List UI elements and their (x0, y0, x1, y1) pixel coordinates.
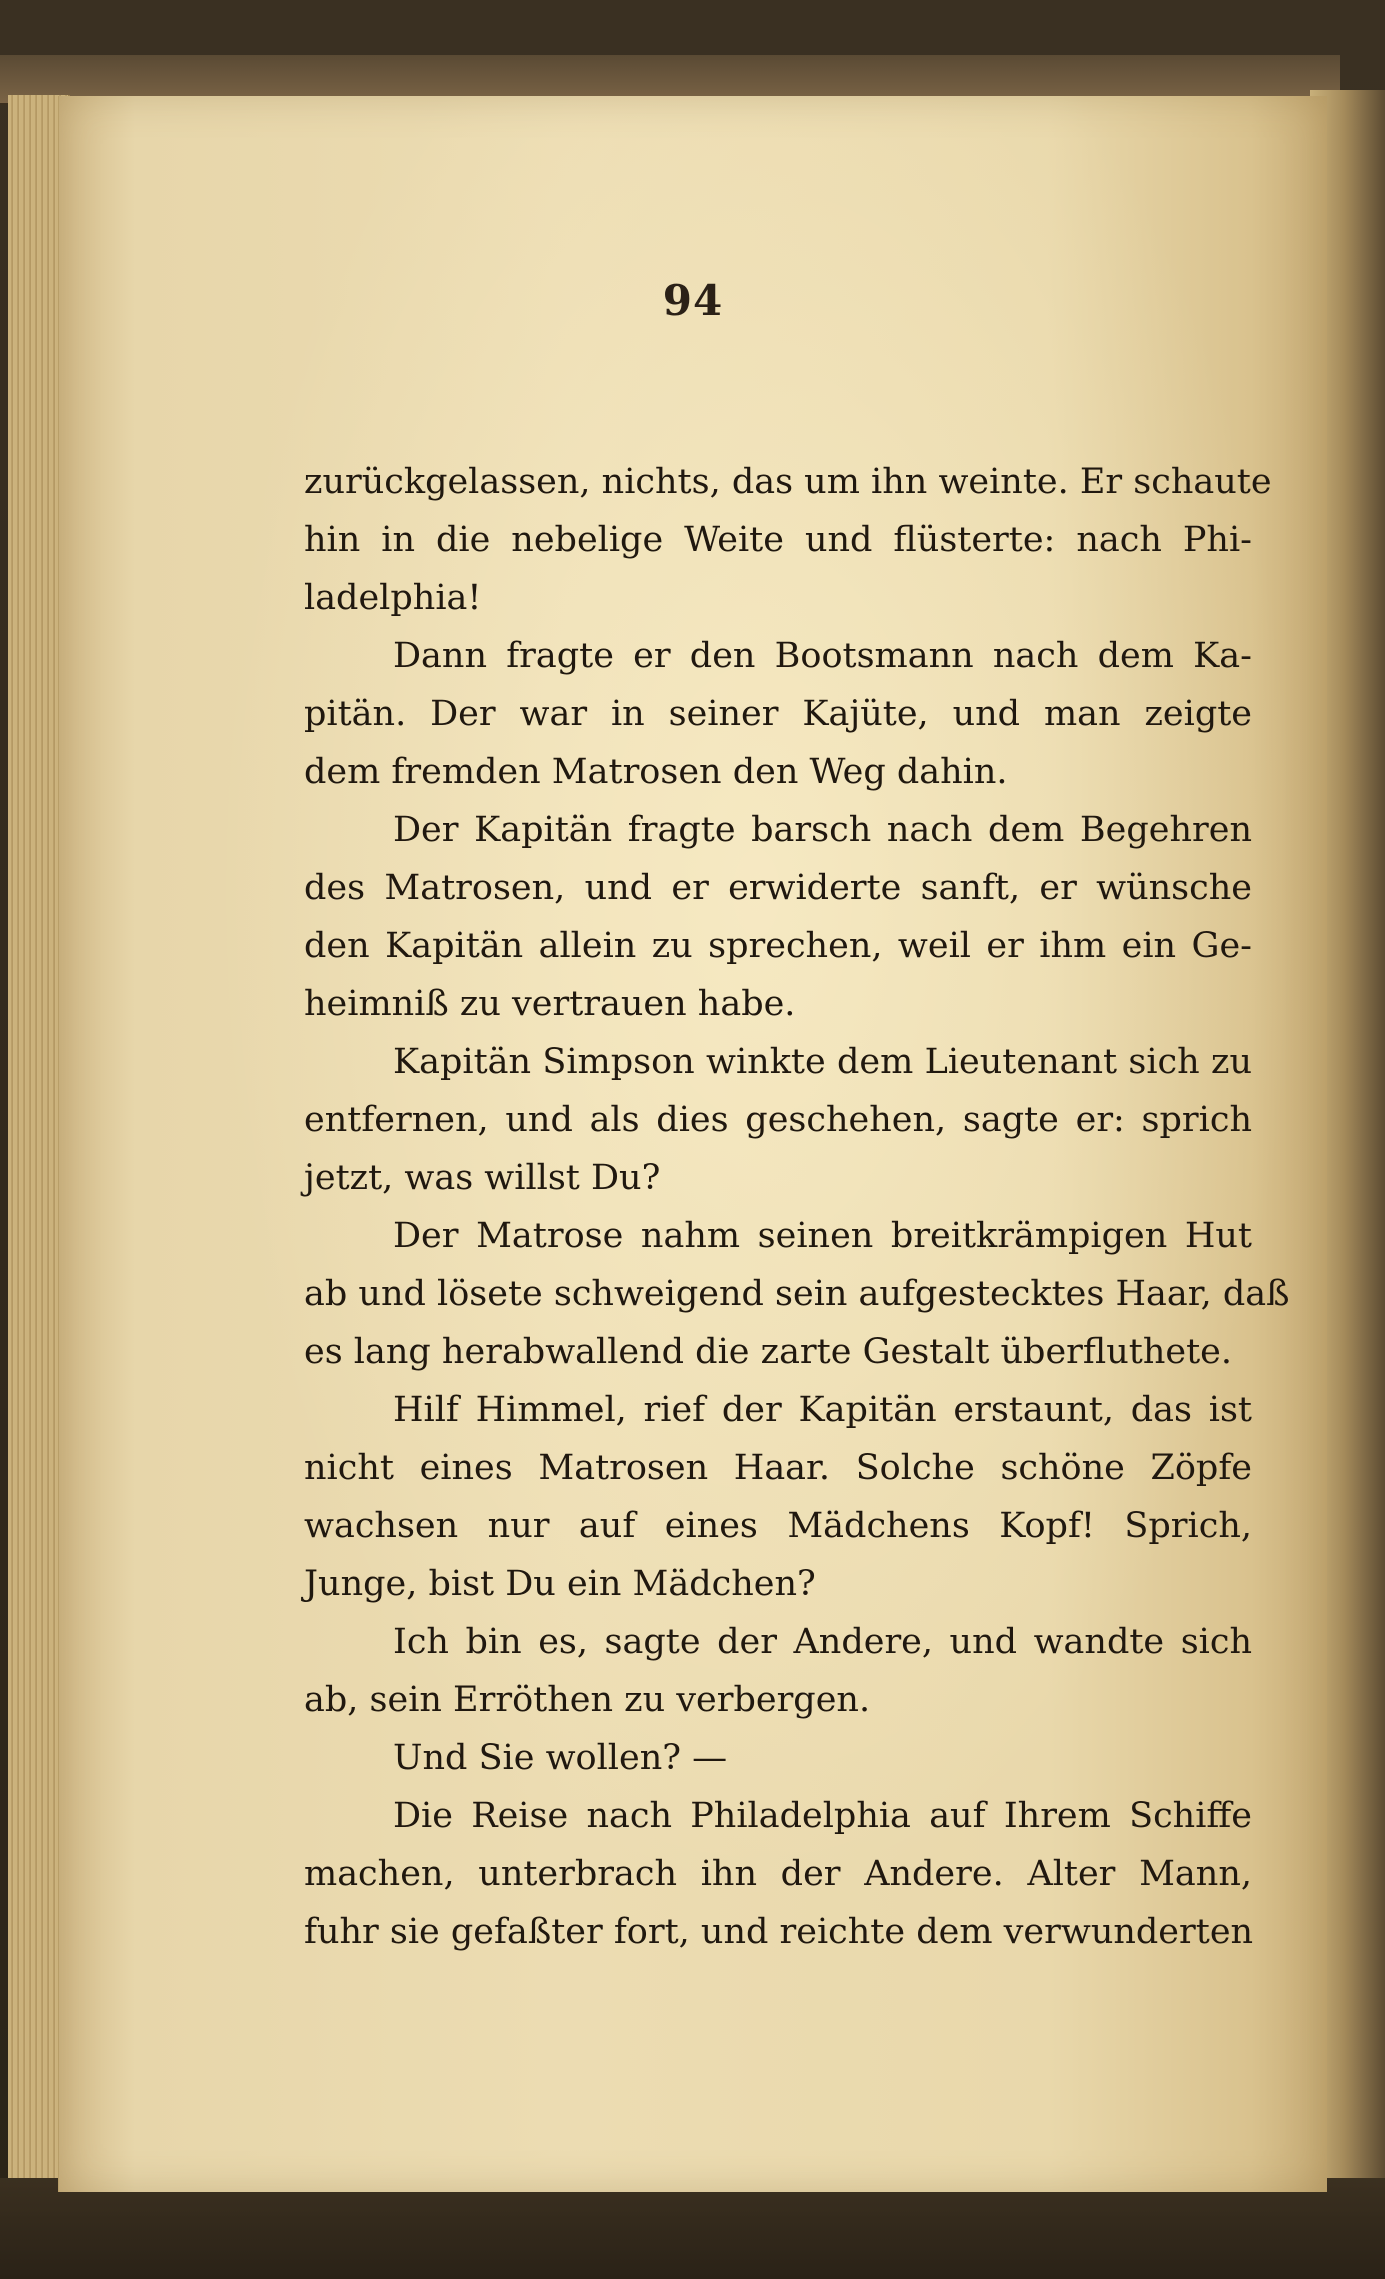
text-line: hin in die nebelige Weite und flüsterte: nach Phi- (304, 520, 1252, 560)
text-line: Der Matrose nahm seinen breitkrämpigen Hut (393, 1216, 1252, 1256)
text-line: machen, unterbrach ihn der Andere. Alter Mann, (304, 1854, 1252, 1894)
text-line: Die Reise nach Philadelphia auf Ihrem Schiffe (393, 1796, 1252, 1836)
text-line: dem fremden Matrosen den Weg dahin. (304, 752, 1008, 792)
text-line: pitän. Der war in seiner Kajüte, und man zeigte (304, 694, 1252, 734)
text-line: des Matrosen, und er erwiderte sanft, er wünsche (304, 868, 1252, 908)
text-line: jetzt, was willst Du? (304, 1158, 661, 1198)
text-line: zurückgelassen, nichts, das um ihn weinte. Er schaute (304, 462, 1272, 502)
text-line: ab, sein Erröthen zu verbergen. (304, 1680, 871, 1720)
book-cover-bottom-edge (0, 2178, 1385, 2279)
text-line: entfernen, und als dies geschehen, sagte er: sprich (304, 1100, 1252, 1140)
text-line: wachsen nur auf eines Mädchens Kopf! Sprich, (304, 1506, 1252, 1546)
text-line: es lang herabwallend die zarte Gestalt überfluthete. (304, 1332, 1233, 1372)
page-number: 94 (662, 276, 724, 325)
text-line: Der Kapitän fragte barsch nach dem Begehren (393, 810, 1252, 850)
text-line: Ich bin es, sagte der Andere, und wandte sich (393, 1622, 1252, 1662)
text-line: den Kapitän allein zu sprechen, weil er ihm ein Ge- (304, 926, 1252, 966)
text-line: ab und lösete schweigend sein aufgestecktes Haar, daß (304, 1274, 1290, 1314)
text-line: Junge, bist Du ein Mädchen? (304, 1564, 816, 1604)
text-line: heimniß zu vertrauen habe. (304, 984, 796, 1024)
text-line: Hilf Himmel, rief der Kapitän erstaunt, das ist (393, 1390, 1252, 1430)
text-line: fuhr sie gefaßter fort, und reichte dem verwunderten (304, 1912, 1254, 1952)
text-line: Kapitän Simpson winkte dem Lieutenant sich zu (393, 1042, 1252, 1082)
text-line: nicht eines Matrosen Haar. Solche schöne Zöpfe (304, 1448, 1252, 1488)
text-line: ladelphia! (304, 578, 482, 618)
book-page (58, 96, 1327, 2192)
text-line: Und Sie wollen? — (393, 1738, 728, 1778)
text-line: Dann fragte er den Bootsmann nach dem Ka- (393, 636, 1252, 676)
